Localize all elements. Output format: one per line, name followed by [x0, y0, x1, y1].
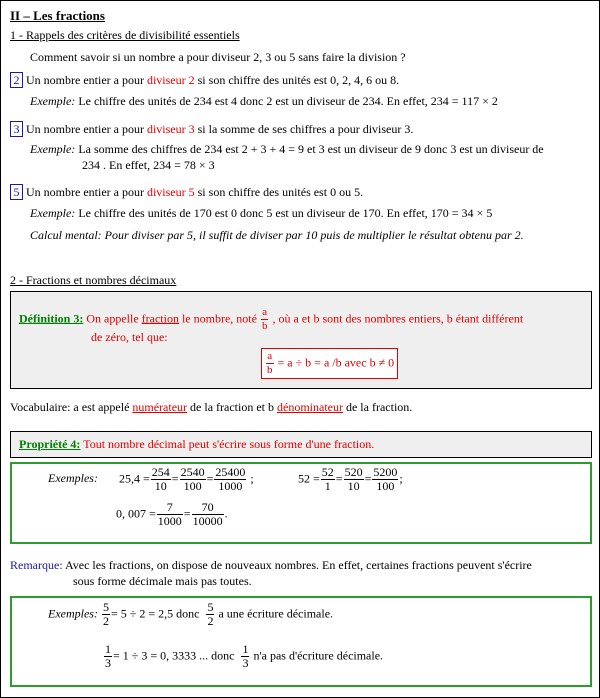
definition-formula: $\frac{a}{b}$ = a ÷ b = a /b avec b ≠ 0: [261, 348, 398, 379]
fraction-a-over-b: $\frac{a}{b}$: [261, 306, 268, 332]
remark: Remarque: Avec les fractions, on dispose de nouveaux nombres. En effet, certaines fractions peuvent s'écrire: [10, 558, 532, 572]
section-2-heading: 2 - Fractions et nombres décimaux: [10, 273, 177, 287]
examples-label-1: Exemples:: [48, 471, 98, 486]
definition-line-1: Définition 3: On appelle fraction le nombre, noté $\frac{a}{b}$ , où a et b sont des nombres entiers, b étant différent: [19, 306, 524, 332]
example-divisor-2: Exemple: Le chiffre des unités de 234 est 4 donc 2 est un diviseur de 234. En effet, 234 = 117 × 2: [30, 94, 498, 108]
rule-divisor-3: 3 Un nombre entier a pour diviseur 3 si la somme de ses chiffres a pour diviseur 3.: [10, 121, 413, 137]
example-divisor-5: Exemple: Le chiffre des unités de 170 est 0 donc 5 est un diviseur de 170. En effet, 170 = 34 × 5: [30, 206, 493, 220]
property-label: Propriété 4:: [19, 437, 81, 451]
rule-number-2: 2: [10, 72, 23, 88]
rule-divisor-5: 5 Un nombre entier a pour diviseur 5 si son chiffre des unités est 0 ou 5.: [10, 184, 363, 200]
rule-number-5: 5: [10, 184, 23, 200]
example-divisor-3-line2: 234 . En effet, 234 = 78 × 3: [82, 158, 215, 172]
keyword-diviseur-2: diviseur 2: [146, 73, 195, 87]
keyword-diviseur-5: diviseur 5: [146, 185, 195, 199]
keyword-fraction: fraction: [141, 311, 179, 326]
keyword-denominateur: dénominateur: [277, 400, 343, 414]
examples-label-2: Exemples:: [48, 606, 98, 621]
example-52: 52 = $\frac{52}{1}$ = $\frac{520}{10}$ = $\frac{5200}{100}$ ;: [298, 465, 403, 493]
example-divisor-3: Exemple: La somme des chiffres de 234 est 2 + 3 + 4 = 9 et 3 est un diviseur de 9 donc 3 est un diviseur de: [30, 142, 544, 156]
example-25-4: Exemples: 25,4 = $\frac{254}{10}$ = $\frac{2540}{100}$ = $\frac{25400}{1000}$ ;: [48, 465, 254, 493]
example-5-over-2: Exemples: $\frac{5}{2}$ = 5 ÷ 2 = 2,5 donc $\frac{5}{2}$ a une écriture décimale.: [48, 600, 334, 628]
section-1-heading: 1 - Rappels des critères de divisibilité essentiels: [10, 28, 240, 42]
remark-label: Remarque:: [10, 558, 63, 572]
example-1-over-3: $\frac{1}{3}$ = 1 ÷ 3 = 0, 3333 ... donc $\frac{1}{3}$ n'a pas d'écriture décimale.: [105, 642, 384, 670]
definition-line-2: de zéro, tel que:: [91, 330, 168, 344]
page-title: II – Les fractions: [10, 8, 105, 23]
keyword-numerateur: numérateur: [132, 400, 188, 414]
remark-line-2: sous forme décimale mais pas toutes.: [73, 574, 252, 588]
rule-divisor-2: 2 Un nombre entier a pour diviseur 2 si son chiffre des unités est 0, 2, 4, 6 ou 8.: [10, 72, 399, 88]
property-text: Propriété 4: Tout nombre décimal peut s'écrire sous forme d'une fraction.: [19, 437, 375, 451]
vocabulary: Vocabulaire: a est appelé numérateur de la fraction et b dénominateur de la fraction.: [10, 400, 413, 414]
definition-label: Définition 3:: [19, 311, 84, 326]
keyword-diviseur-3: diviseur 3: [146, 122, 195, 136]
formula-fraction: $\frac{a}{b}$: [267, 350, 273, 376]
mental-calculation-tip: Calcul mental: Pour diviser par 5, il suffit de diviser par 10 puis de multiplier le résultat obtenu par 2.: [30, 228, 524, 242]
divisibility-question: Comment savoir si un nombre a pour diviseur 2, 3 ou 5 sans faire la division ?: [30, 50, 406, 64]
example-0-007: 0, 007 = $\frac{7}{1000}$ = $\frac{70}{10000}$ .: [116, 500, 228, 528]
rule-number-3: 3: [10, 121, 23, 137]
